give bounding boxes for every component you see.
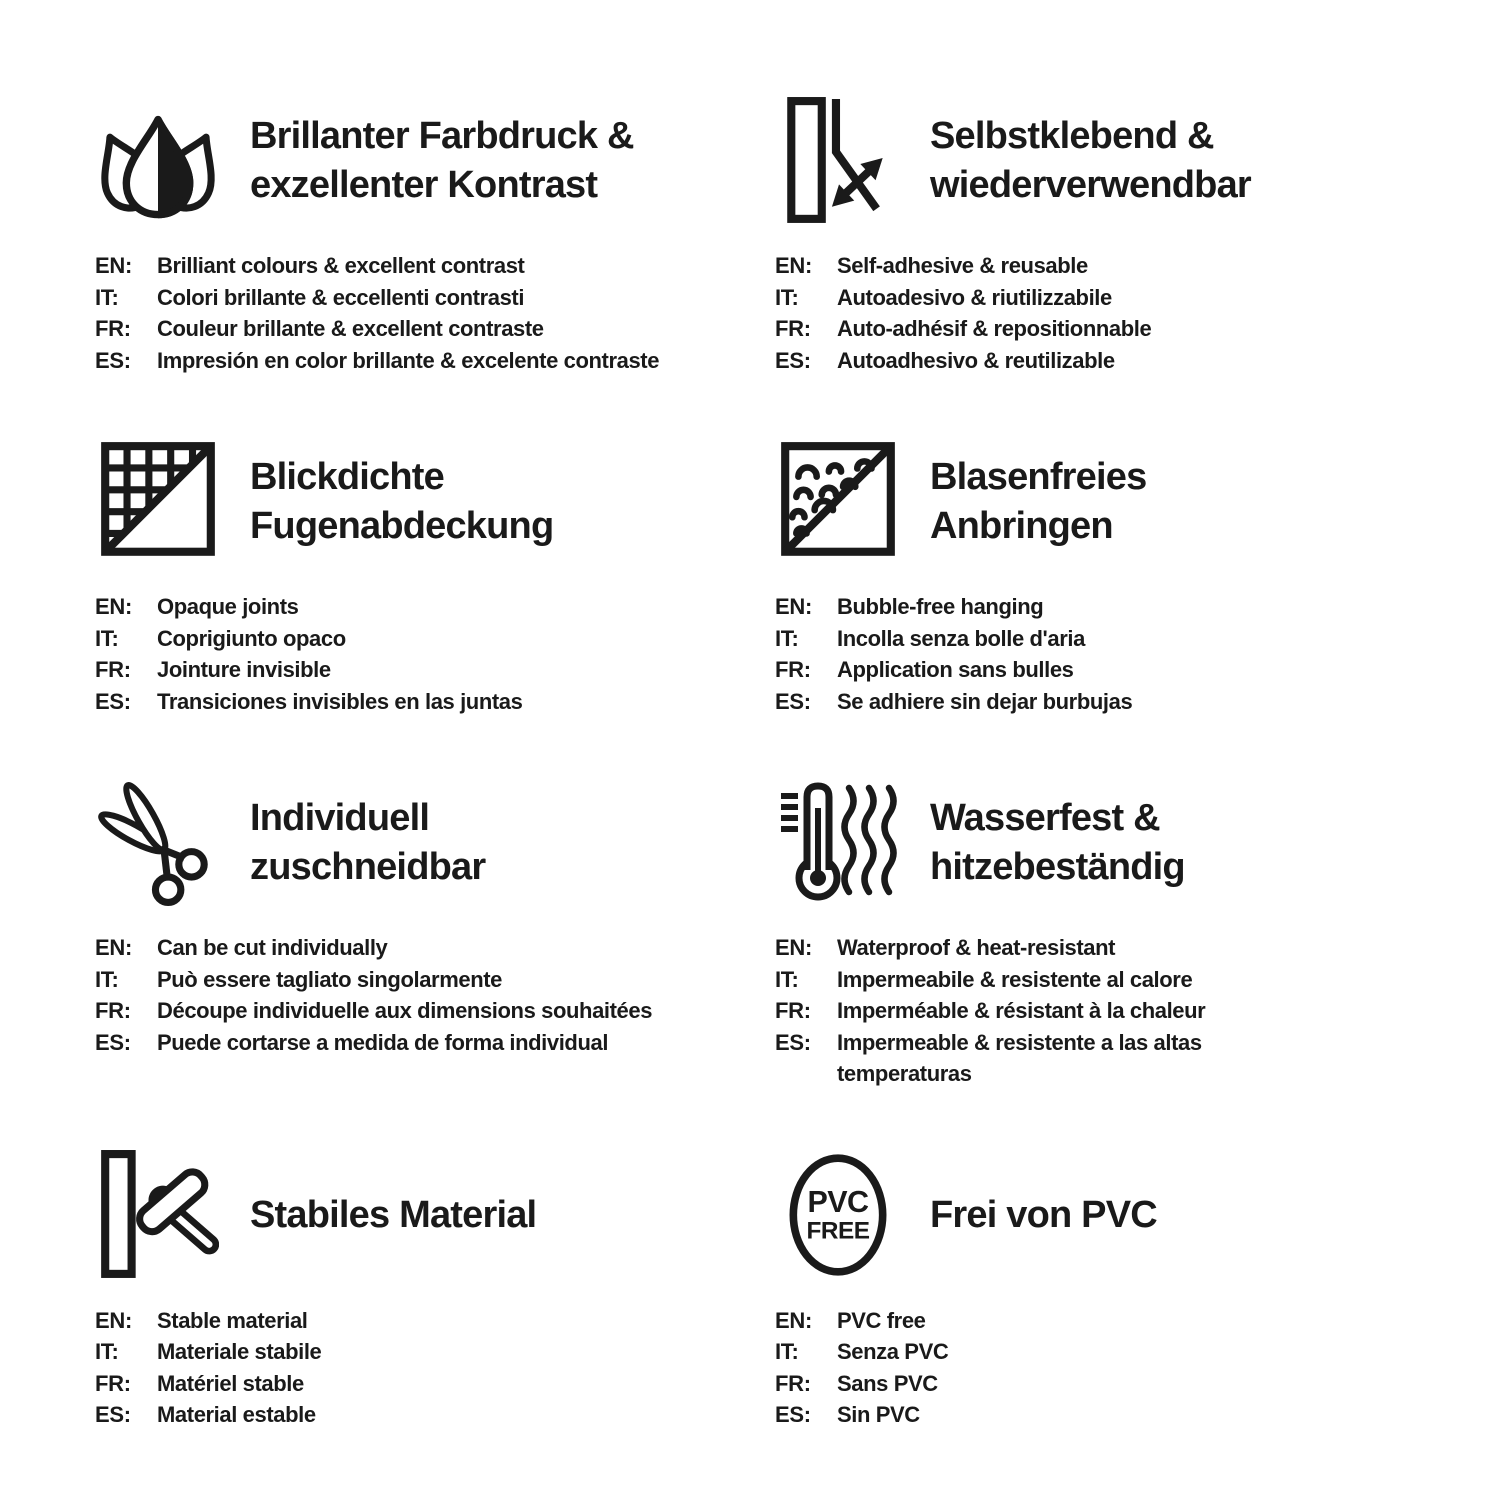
translation-row: EN: Can be cut individually bbox=[95, 935, 388, 960]
translation-list bbox=[95, 932, 740, 1058]
translation-row: IT: Impermeabile & resistente al calore bbox=[775, 966, 1193, 992]
translation-row: FR: Sans PVC bbox=[775, 1370, 938, 1396]
translation-row: FR: Matériel stable bbox=[95, 1370, 304, 1396]
translation-row: ES: Sin PVC bbox=[775, 1402, 920, 1427]
self-adhesive-icon bbox=[775, 93, 900, 228]
translation-row: ES: Puede cortarse a medida de forma individual bbox=[95, 1029, 609, 1055]
translation-row: IT: Può essere tagliato singolarmente bbox=[95, 966, 503, 992]
translation-list bbox=[95, 1305, 740, 1431]
translation-row: FR: Imperméable & résistant à la chaleur bbox=[775, 998, 1206, 1023]
feature-header bbox=[95, 93, 740, 228]
feature-pvc-free bbox=[775, 1148, 1420, 1431]
feature-header bbox=[95, 1148, 740, 1283]
translation-row: ES: Material estable bbox=[95, 1402, 316, 1427]
feature-title: Stabiles Material bbox=[250, 1193, 537, 1236]
feature-header bbox=[775, 1148, 1420, 1283]
translation-row: EN: Brilliant colours & excellent contrast bbox=[95, 253, 525, 278]
translation-row: FR: Jointure invisible bbox=[95, 657, 331, 682]
feature-grid bbox=[95, 93, 1420, 1431]
feature-title: Blasenfreies Anbringen bbox=[930, 455, 1147, 547]
feature-header bbox=[775, 775, 1420, 910]
translation-row: FR: Découpe individuelle aux dimensions souhaitées bbox=[95, 998, 653, 1023]
feature-header bbox=[95, 775, 740, 910]
feature-title: Wasserfest & hitzebeständig bbox=[930, 796, 1185, 888]
feature-self-adhesive bbox=[775, 93, 1420, 376]
translation-row: IT: Incolla senza bolle d'aria bbox=[775, 625, 1085, 651]
translation-row: IT: Senza PVC bbox=[775, 1339, 949, 1364]
translation-list bbox=[775, 932, 1420, 1090]
bubble-free-icon bbox=[775, 434, 900, 569]
translation-list bbox=[95, 591, 740, 717]
translation-row: IT: Coprigiunto opaco bbox=[95, 625, 346, 651]
translation-row: EN: PVC free bbox=[775, 1307, 926, 1333]
translation-list bbox=[95, 250, 740, 376]
translation-row: ES: Autoadhesivo & reutilizable bbox=[775, 347, 1115, 373]
translation-row: FR: Application sans bulles bbox=[775, 657, 1074, 682]
feature-header bbox=[775, 434, 1420, 569]
translation-list bbox=[775, 1305, 1420, 1431]
feature-title: Selbstklebend & wiederverwendbar bbox=[930, 114, 1251, 206]
pvc-badge-line2: FREE bbox=[806, 1217, 869, 1245]
scissors-icon bbox=[95, 775, 220, 910]
translation-row: ES: Impresión en color brillante & excelente contraste bbox=[95, 347, 660, 373]
translation-row: EN: Waterproof & heat-resistant bbox=[775, 935, 1116, 960]
feature-title: Brillanter Farbdruck & exzellenter Kontrast bbox=[250, 114, 634, 206]
feature-header bbox=[775, 93, 1420, 228]
translation-list bbox=[775, 250, 1420, 376]
translation-row: ES: Se adhiere sin dejar burbujas bbox=[775, 688, 1133, 714]
translation-row: IT: Autoadesivo & riutilizzabile bbox=[775, 284, 1112, 310]
pvc-free-icon bbox=[775, 1148, 900, 1283]
thermometer-icon bbox=[775, 775, 900, 910]
translation-row: EN: Bubble-free hanging bbox=[775, 594, 1044, 619]
feature-stable-material bbox=[95, 1148, 740, 1431]
feature-waterproof bbox=[775, 775, 1420, 1090]
translation-row: EN: Self-adhesive & reusable bbox=[775, 253, 1088, 278]
feature-header bbox=[95, 434, 740, 569]
feature-opaque-joints bbox=[95, 434, 740, 717]
translation-row: IT: Colori brillante & eccellenti contrasti bbox=[95, 284, 525, 310]
feature-title: Individuell zuschneidbar bbox=[250, 796, 486, 888]
translation-row: IT: Materiale stabile bbox=[95, 1339, 322, 1364]
translation-row: FR: Auto-adhésif & repositionnable bbox=[775, 316, 1152, 341]
translation-row: ES: Transiciones invisibles en las juntas bbox=[95, 688, 523, 714]
opaque-joints-icon bbox=[95, 434, 220, 569]
translation-list bbox=[775, 591, 1420, 717]
feature-cut-individually bbox=[95, 775, 740, 1058]
translation-row: EN: Stable material bbox=[95, 1307, 308, 1333]
translation-row: ES: Impermeable & resistente a las altas temperaturas bbox=[775, 1029, 1202, 1086]
feature-title: Blickdichte Fugenabdeckung bbox=[250, 455, 554, 547]
pvc-badge-line1: PVC bbox=[806, 1184, 869, 1219]
feature-brilliant-print bbox=[95, 93, 740, 376]
color-drops-icon bbox=[95, 93, 220, 228]
translation-row: EN: Opaque joints bbox=[95, 594, 299, 619]
translation-row: FR: Couleur brillante & excellent contraste bbox=[95, 316, 544, 341]
feature-title: Frei von PVC bbox=[930, 1193, 1157, 1236]
feature-bubble-free bbox=[775, 434, 1420, 717]
hammer-icon bbox=[95, 1148, 220, 1283]
